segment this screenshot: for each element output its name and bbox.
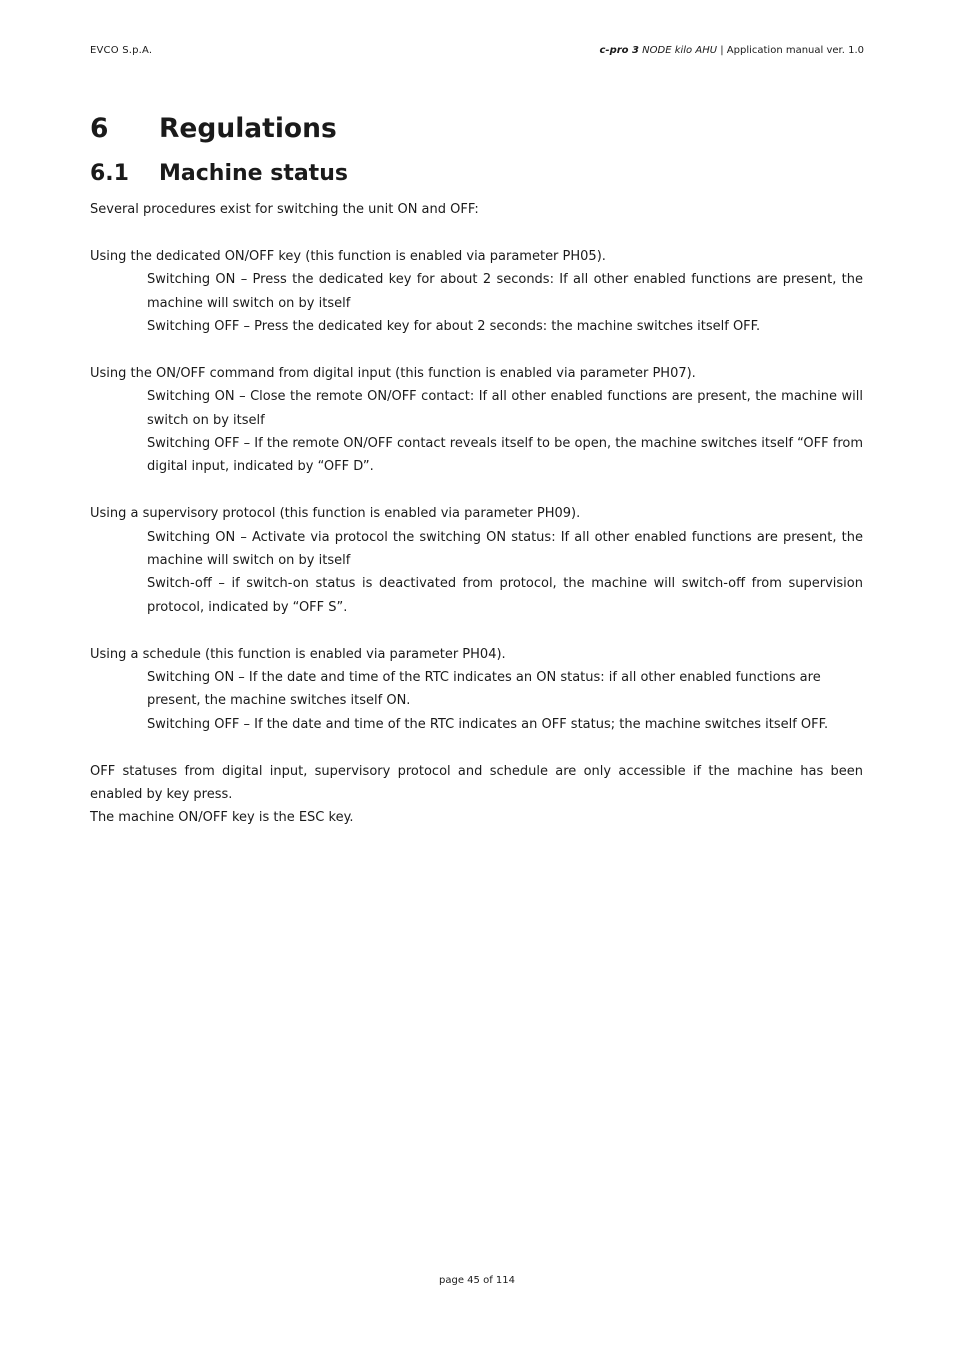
procedure-lead: Using the dedicated ON/OFF key (this function is enabled via parameter PH05). (90, 248, 606, 264)
header-manual-title (600, 45, 865, 56)
procedure-item: Switching OFF – If the date and time of the RTC indicates an OFF status; the machine switches itself OFF. (147, 716, 829, 732)
chapter-heading (90, 108, 863, 148)
procedure-item: Switching ON – Close the remote ON/OFF contact: If all other enabled functions are present, the machine will switch on by itself (147, 389, 863, 428)
procedure-block-digital-input (90, 362, 863, 479)
chapter-number: 6 (90, 112, 109, 144)
header-separator: | (717, 45, 727, 56)
section-title: Machine status (159, 161, 348, 186)
header-company: EVCO S.p.A. (90, 45, 153, 56)
header-product-bold: c-pro 3 (599, 45, 639, 56)
header-manual-version: Application manual ver. 1.0 (726, 45, 864, 56)
procedure-item: Switching ON – Activate via protocol the switching ON status: If all other enabled functions are present, the machine will switch on by itself (147, 529, 863, 569)
intro-paragraph: Several procedures exist for switching the unit ON and OFF: (90, 202, 479, 217)
procedure-item: Switching OFF – Press the dedicated key for about 2 seconds: the machine switches itself OFF. (147, 319, 761, 335)
section-heading (90, 157, 863, 190)
procedure-item: Switching OFF – If the remote ON/OFF contact reveals itself to be open, the machine switches itself “OFF from digital input, indicated by “OFF D”. (147, 436, 863, 475)
page-number: page 45 of 114 (439, 1275, 515, 1286)
section-number: 6.1 (90, 161, 129, 186)
procedure-block-key (90, 245, 863, 339)
procedure-item: Switch-off – if switch-on status is deactivated from protocol, the machine will switch-off from supervision protocol, indicated by “OFF S”. (147, 576, 863, 615)
page-content (90, 108, 863, 830)
procedure-lead: Using a supervisory protocol (this function is enabled via parameter PH09). (90, 506, 581, 522)
closing-block (90, 760, 863, 830)
closing-note: The machine ON/OFF key is the ESC key. (90, 810, 354, 826)
procedure-lead: Using a schedule (this function is enabled via parameter PH04). (90, 646, 506, 662)
header-product (600, 45, 718, 56)
procedure-item: Switching ON – Press the dedicated key for about 2 seconds: If all other enabled functions are present, the machine will switch on by itself (147, 272, 863, 311)
procedure-item: Switching ON – If the date and time of the RTC indicates an ON status: if all other enabled functions are present, the machine switches itself ON. (147, 670, 821, 709)
closing-paragraph: OFF statuses from digital input, supervisory protocol and schedule are only accessible if the machine has been enabled by key press. (90, 763, 863, 803)
chapter-title: Regulations (159, 112, 337, 144)
procedure-block-supervisory (90, 502, 863, 619)
header-product-rest: NODE kilo AHU (638, 45, 718, 56)
procedure-lead: Using the ON/OFF command from digital input (this function is enabled via parameter PH07). (90, 365, 696, 381)
procedure-block-schedule (90, 643, 863, 737)
